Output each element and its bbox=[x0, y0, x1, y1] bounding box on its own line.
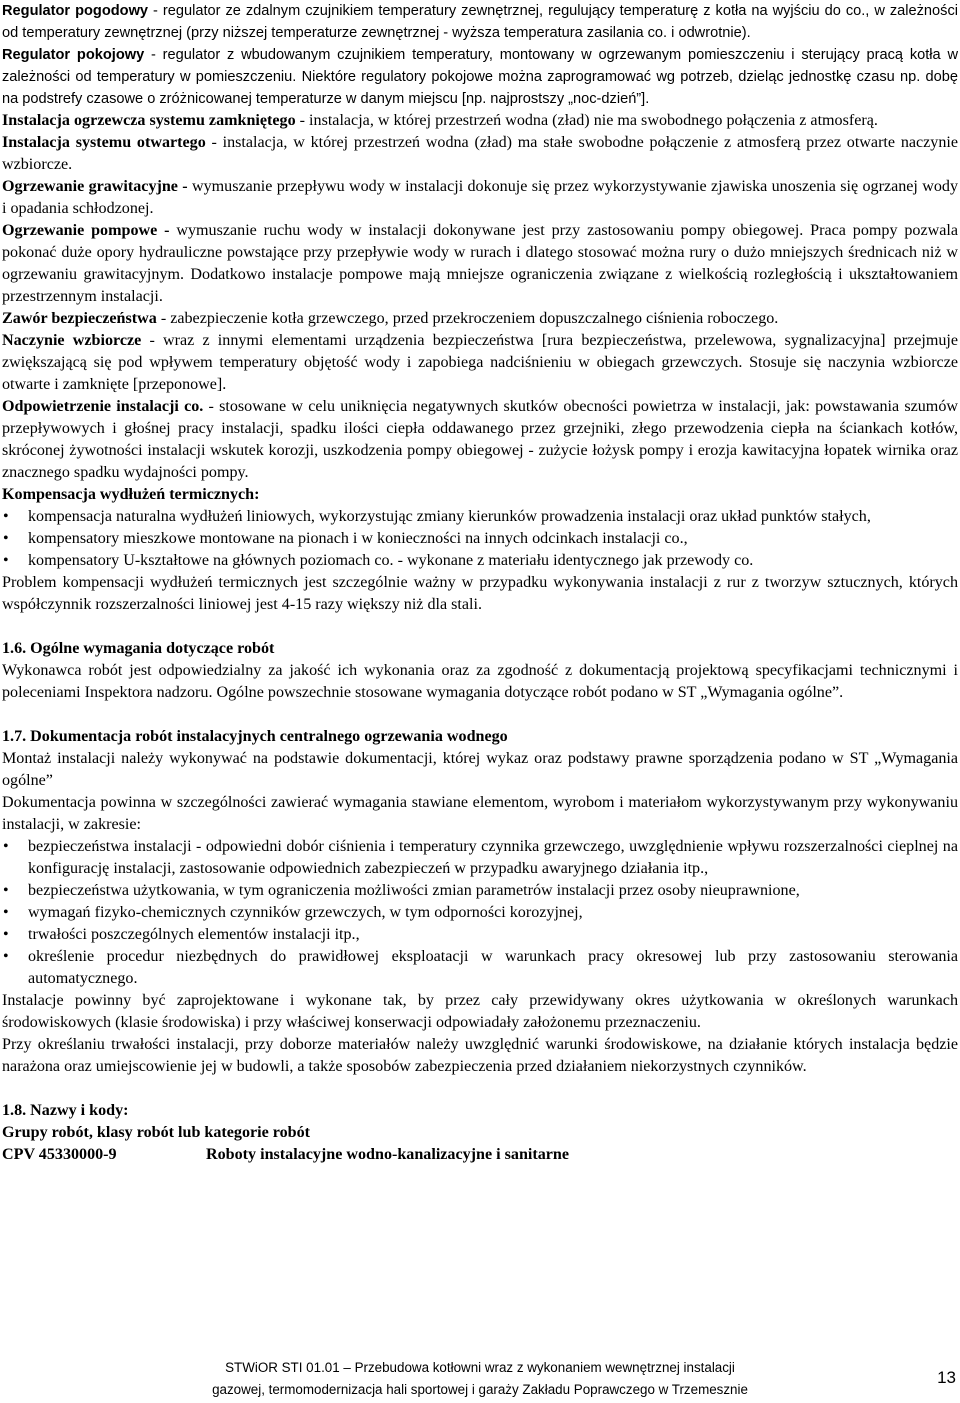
cpv-row bbox=[2, 1144, 958, 1166]
paragraph-naczynie-wzbiorcze bbox=[2, 330, 958, 396]
list-item bbox=[2, 506, 958, 528]
definition-odpowietrzenie: - stosowane w celu uniknięcia negatywnych skutków obecności powietrza w instalacji, jak: powstawania szumów przepływowych i głośnej pracy instalacji, spadku ilości ciepła oddawanego przez grzejniki, złego przewodzenia ciepła na ściankach kotłów, skróconej żywotności instalacji wskutek korozji, uszkodzenia pompy obiegowej - zużycie łożysk pompy i erozja kawitacyjna łopatek wirnika oraz znacznego spadku wydajności pompy. bbox=[2, 398, 958, 481]
term-zawor-bezpieczenstwa: Zawór bezpieczeństwa bbox=[2, 310, 157, 327]
paragraph-instalacja-otwarta bbox=[2, 132, 958, 176]
list-item bbox=[2, 836, 958, 880]
heading-section-1-6: 1.6. Ogólne wymagania dotyczące robót bbox=[2, 640, 275, 657]
list-dokumentacja-zakres bbox=[2, 836, 958, 990]
list-item-text: określenie procedur niezbędnych do prawidłowej eksploatacji w warunkach pracy okresowej lub przy zastosowaniu sterowania automatycznego. bbox=[28, 948, 958, 987]
term-odpowietrzenie: Odpowietrzenie instalacji co. bbox=[2, 398, 204, 415]
paragraph-instalacja-zamknieta bbox=[2, 110, 958, 132]
definition-ogrzewanie-grawitacyjne: wymuszanie przepływu wody w instalacji dokonuje się przez wykorzystywanie zjawiska unoszenia się ogrzanej wody i opadania schłodzonej. bbox=[2, 178, 958, 217]
list-item-text: bezpieczeństwa użytkowania, w tym ograniczenia możliwości zmian parametrów instalacji przez osoby nieuprawnione, bbox=[28, 882, 800, 899]
paragraph-section-1-7-instalacje: Instalacje powinny być zaprojektowane i wykonane tak, by przez cały przewidywany okres użytkowania w określonych warunkach środowiskowych (klasie środowiska) i przy właściwej konserwacji odpowiadały założonemu przeznaczeniu. bbox=[2, 992, 958, 1031]
bullet-icon: • bbox=[3, 508, 9, 525]
heading-section-1-8: 1.8. Nazwy i kody: bbox=[2, 1102, 129, 1119]
list-kompensacja bbox=[2, 506, 958, 572]
list-item-text: kompensatory mieszkowe montowane na pionach i w konieczności na innych odcinkach instalacji co., bbox=[28, 530, 688, 547]
page-footer bbox=[0, 1358, 960, 1402]
list-item-text: kompensatory U-kształtowe na głównych poziomach co. - wykonane z materiału identycznego jak przewody co. bbox=[28, 552, 754, 569]
paragraph-ogrzewanie-grawitacyjne bbox=[2, 176, 958, 220]
bullet-icon: • bbox=[3, 926, 9, 943]
spacer bbox=[2, 1078, 958, 1100]
list-item-text: wymagań fizyko-chemicznych czynników grzewczych, w tym odporności korozyjnej, bbox=[28, 904, 583, 921]
definition-naczynie-wzbiorcze: - wraz z innymi elementami urządzenia bezpieczeństwa [rura bezpieczeństwa, przelewowa, sygnalizacyjna] przejmuje zwiększającą się pod wpływem temperatury objętość wody i zapobiega nadciśnieniu w obiegach grzewczych. Stosuje się naczynia wzbiorcze otwarte i zamknięte [przeponowe]. bbox=[2, 332, 958, 393]
cpv-code: CPV 45330000-9 bbox=[2, 1146, 117, 1163]
bullet-icon: • bbox=[3, 552, 9, 569]
heading-kompensacja: Kompensacja wydłużeń termicznych: bbox=[2, 486, 260, 503]
list-item-text: bezpieczeństwa instalacji - odpowiedni dobór ciśnienia i temperatury czynnika grzewczego, uwzględnienie wpływu rozszerzalności cieplnej na konfigurację instalacji, zastosowanie odpowiednich zabezpieczeń w przypadku awaryjnego działania itp., bbox=[28, 838, 958, 877]
definition-instalacja-otwarta: - instalacja, w której przestrzeń wodna (zład) ma stałe swobodne połączenie z atmosferą przez otwarte naczynie wzbiorcze. bbox=[2, 134, 959, 173]
list-item bbox=[2, 946, 958, 990]
list-item bbox=[2, 550, 958, 572]
footer-line-1: STWiOR STI 01.01 – Przebudowa kotłowni wraz z wykonaniem wewnętrznej instalacji bbox=[225, 1360, 735, 1375]
list-item bbox=[2, 902, 958, 924]
term-regulator-pokojowy: Regulator pokojowy bbox=[2, 47, 145, 63]
term-instalacja-zamknieta: Instalacja ogrzewcza systemu zamkniętego bbox=[2, 112, 296, 129]
subheading-grupy-robot: Grupy robót, klasy robót lub kategorie robót bbox=[2, 1124, 311, 1141]
spacer bbox=[2, 704, 958, 726]
definition-regulator-pogodowy: - regulator ze zdalnym czujnikiem temperatury zewnętrznej, regulujący temperaturę z kotła na wyjściu do co., w zależności od temperatury zewnętrznej (przy niższej temperaturze zewnętrznej - wyższa temperatura zasilania co. i odwrotnie). bbox=[2, 3, 959, 41]
list-item bbox=[2, 528, 958, 550]
list-item-text: trwałości poszczególnych elementów instalacji itp., bbox=[28, 926, 360, 943]
definition-zawor-bezpieczenstwa: - zabezpieczenie kotła grzewczego, przed przekroczeniem dopuszczalnego ciśnienia roboczego. bbox=[156, 310, 779, 327]
list-item-text: kompensacja naturalna wydłużeń liniowych, wykorzystując zmiany kierunków prowadzenia instalacji oraz układ punktów stałych, bbox=[28, 508, 871, 525]
paragraph-ogrzewanie-pompowe bbox=[2, 220, 958, 308]
footer-line-2: gazowej, termomodernizacja hali sportowej i garaży Zakładu Poprawczego w Trzemesznie bbox=[212, 1382, 748, 1397]
cpv-name: Roboty instalacyjne wodno-kanalizacyjne i sanitarne bbox=[206, 1146, 570, 1163]
heading-section-1-7: 1.7. Dokumentacja robót instalacyjnych centralnego ogrzewania wodnego bbox=[2, 728, 508, 745]
spacer bbox=[2, 616, 958, 638]
definition-regulator-pokojowy: - regulator z wbudowanym czujnikiem temperatury, montowany w ogrzewanym pomieszczeniu i sterujący pracą kotła w zależności od temperatury w pomieszczeniu. Niektóre regulatory pokojowe można zaprogramować wg potrzeb, dzieląc jednostkę czasu np. dobę na podstrefy czasowe o zróżnicowanej temperaturze w danym miejscu [np. najprostszy „noc-dzień”]. bbox=[2, 47, 958, 107]
definition-instalacja-zamknieta: - instalacja, w której przestrzeń wodna (zład) nie ma swobodnego połączenia z atmosferą. bbox=[295, 112, 878, 129]
bullet-icon: • bbox=[3, 948, 9, 965]
page-number: 13 bbox=[937, 1368, 956, 1387]
page-content bbox=[2, 0, 958, 1166]
term-ogrzewanie-pompowe: Ogrzewanie pompowe - bbox=[2, 222, 170, 239]
paragraph-section-1-7-montaz: Montaż instalacji należy wykonywać na podstawie dokumentacji, której wykaz oraz podstawy prawne sporządzenia podano w ST „Wymagania ogólne” bbox=[2, 750, 958, 789]
paragraph-section-1-7-dokumentacja: Dokumentacja powinna w szczególności zawierać wymagania stawiane elementom, wyrobom i materiałom wykorzystywanym przy wykonywaniu instalacji, w zakresie: bbox=[2, 794, 958, 833]
list-item bbox=[2, 880, 958, 902]
paragraph-section-1-6: Wykonawca robót jest odpowiedzialny za jakość ich wykonania oraz za zgodność z dokumentacją projektową specyfikacjami technicznymi i poleceniami Inspektora nadzoru. Ogólne powszechnie stosowane wymagania dotyczące robót podano w ST „Wymagania ogólne”. bbox=[2, 662, 958, 701]
paragraph-regulator-pogodowy bbox=[2, 0, 958, 44]
term-ogrzewanie-grawitacyjne: Ogrzewanie grawitacyjne - bbox=[2, 178, 188, 195]
term-instalacja-otwarta: Instalacja systemu otwartego bbox=[2, 134, 206, 151]
bullet-icon: • bbox=[3, 882, 9, 899]
bullet-icon: • bbox=[3, 838, 9, 855]
definition-ogrzewanie-pompowe: wymuszanie ruchu wody w instalacji dokonywane jest przy zastosowaniu pompy obiegowej. Praca pompy pozwala pokonać duże opory hydrauliczne powstające przy przepływie wody w rurach i dlatego stosować można rury o dużo mniejszych średnicach niż w ogrzewaniu grawitacyjnym. Dodatkowo instalacje pompowe mają mniejsze ograniczenia związane z wielkością rozległością i ukształtowaniem przestrzennym instalacji. bbox=[2, 222, 958, 305]
paragraph-zawor-bezpieczenstwa bbox=[2, 308, 958, 330]
paragraph-odpowietrzenie bbox=[2, 396, 958, 484]
list-item bbox=[2, 924, 958, 946]
bullet-icon: • bbox=[3, 530, 9, 547]
term-naczynie-wzbiorcze: Naczynie wzbiorcze bbox=[2, 332, 142, 349]
bullet-icon: • bbox=[3, 904, 9, 921]
paragraph-kompensacja-problem: Problem kompensacji wydłużeń termicznych jest szczególnie ważny w przypadku wykonywania instalacji z rur z tworzyw sztucznych, których współczynnik rozszerzalności liniowej jest 4-15 razy większy niż dla stali. bbox=[2, 574, 958, 613]
paragraph-regulator-pokojowy bbox=[2, 44, 958, 110]
paragraph-section-1-7-trwalosc: Przy określaniu trwałości instalacji, przy doborze materiałów należy uwzględnić warunki środowiskowe, na działanie których instalacja będzie narażona oraz umiejscowienie jej w budowli, a także sposobów zabezpieczenia przed działaniem niekorzystnych czynników. bbox=[2, 1036, 958, 1075]
term-regulator-pogodowy: Regulator pogodowy bbox=[2, 3, 149, 19]
